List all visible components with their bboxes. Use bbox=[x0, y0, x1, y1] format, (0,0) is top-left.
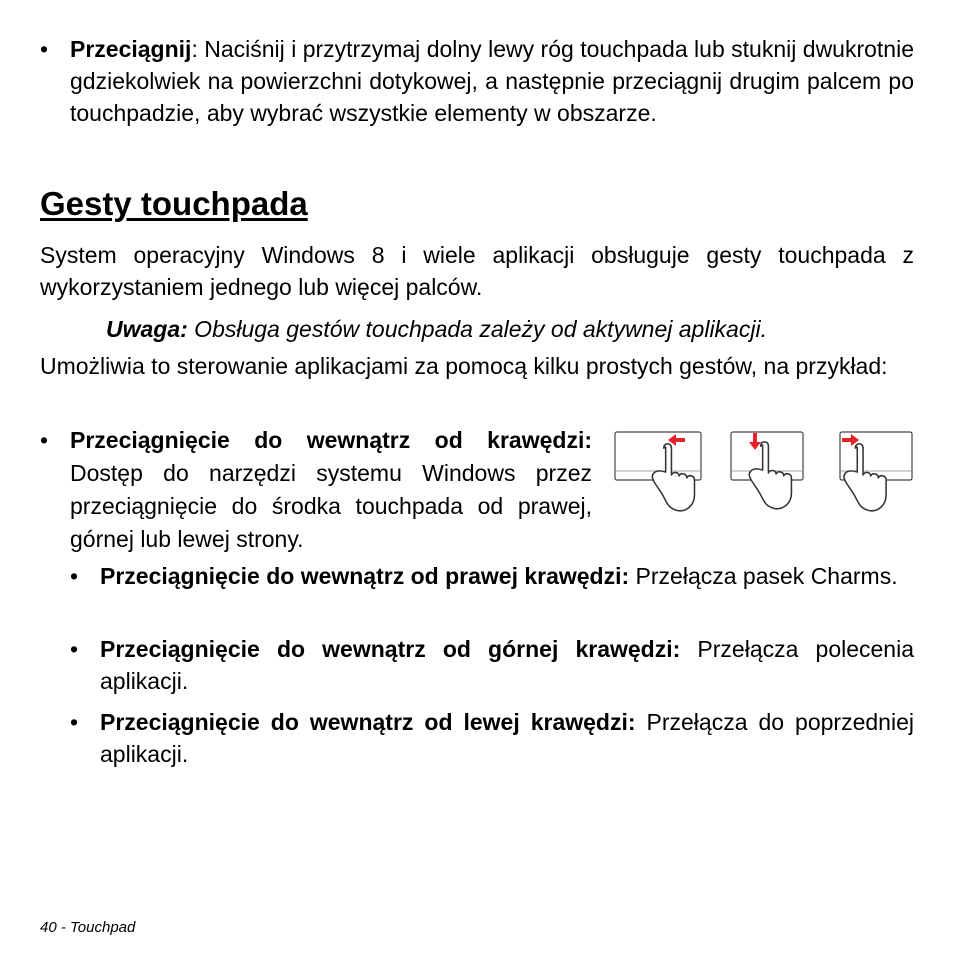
bullet-marker: • bbox=[70, 636, 79, 662]
sub-bullet-right-edge bbox=[70, 560, 914, 630]
bullet-marker: • bbox=[40, 427, 49, 453]
bullet-edge-swipe-text bbox=[70, 424, 592, 556]
note bbox=[106, 313, 767, 345]
sub-bullet-right-edge-text bbox=[100, 560, 914, 592]
bullet-drag bbox=[40, 33, 914, 163]
sub-bullet-top-edge bbox=[70, 633, 914, 703]
sub-bullet-desc: Przełącza do poprzedniej aplikacji. bbox=[100, 709, 914, 767]
sub-bullet-desc: Przełącza polecenia aplikacji. bbox=[100, 636, 914, 694]
gestures-paragraph: Umożliwia to sterowanie aplikacjami za pomocą kilku prostych gestów, na przykład: bbox=[40, 353, 888, 379]
page-footer: 40 - Touchpad bbox=[40, 919, 136, 936]
sub-bullet-term: Przeciągnięcie do wewnątrz od lewej krawędzi: bbox=[100, 709, 636, 735]
sub-bullet-top-edge-text bbox=[100, 633, 914, 697]
bullet-edge-swipe bbox=[40, 424, 600, 554]
intro-paragraph: System operacyjny Windows 8 i wiele aplikacji obsługuje gesty touchpada z wykorzystaniem jednego lub więcej palców. bbox=[40, 242, 914, 300]
bullet-marker: • bbox=[70, 709, 79, 735]
bullet-edge-swipe-desc: Dostęp do narzędzi systemu Windows przez przeciągnięcie do środka touchpada od prawej, górnej lub lewej strony. bbox=[70, 460, 592, 552]
bullet-drag-desc: : Naciśnij i przytrzymaj dolny lewy róg touchpada lub stuknij dwukrotnie gdziekolwiek na powierzchni dotykowej, a następnie przeciągnij drugim palcem po touchpadzie, aby wybrać wszystkie elementy w obszarze. bbox=[70, 36, 914, 126]
gesture-right-edge-illustration bbox=[614, 430, 704, 522]
note-text: Obsługa gestów touchpada zależy od aktywnej aplikacji. bbox=[187, 316, 767, 342]
gesture-left-edge-illustration bbox=[838, 430, 928, 522]
sub-bullet-left-edge bbox=[70, 706, 914, 776]
gesture-top-edge-illustration bbox=[730, 430, 820, 522]
section-heading: Gesty touchpada bbox=[40, 185, 308, 222]
sub-bullet-term: Przeciągnięcie do wewnątrz od prawej krawędzi: bbox=[100, 563, 630, 589]
sub-bullet-desc: Przełącza pasek Charms. bbox=[629, 563, 898, 589]
bullet-edge-swipe-term: Przeciągnięcie do wewnątrz od krawędzi: bbox=[70, 427, 592, 453]
bullet-marker: • bbox=[70, 563, 79, 589]
bullet-drag-term: Przeciągnij bbox=[70, 36, 192, 62]
note-label: Uwaga: bbox=[106, 316, 188, 342]
bullet-marker: • bbox=[40, 36, 49, 62]
sub-bullet-term: Przeciągnięcie do wewnątrz od górnej krawędzi: bbox=[100, 636, 681, 662]
sub-bullet-left-edge-text bbox=[100, 706, 914, 770]
bullet-drag-text bbox=[70, 33, 914, 129]
